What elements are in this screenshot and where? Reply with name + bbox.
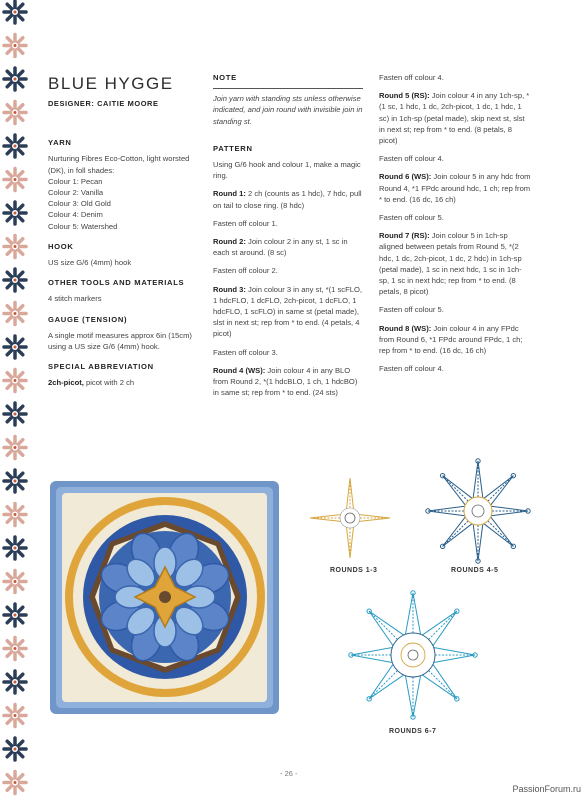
border-star-motif [4, 169, 26, 191]
fasten-off-1: Fasten off colour 1. [213, 218, 278, 228]
hook-heading: HOOK [48, 241, 74, 251]
column-1 [48, 74, 196, 389]
fasten-off-4b: Fasten off colour 4. [379, 154, 444, 164]
page-number: - 26 - [280, 769, 298, 778]
diagram-rounds-1-3 [305, 472, 395, 564]
round-4-text: Join colour 4 in any BLO from Round 2, *(1 hdcBLO, 1 ch, 1 hdcBO) in same st; rep from * to end. (24 sts) [213, 365, 358, 398]
yarn-colour-5: Colour 5: Watershed [48, 221, 118, 231]
decorative-tile-border [0, 0, 34, 800]
round-3-label: Round 3: [213, 284, 246, 294]
border-star-motif [4, 504, 26, 526]
label-rounds-1-3: ROUNDS 1-3 [330, 567, 378, 574]
fasten-off-4a: Fasten off colour 4. [379, 73, 444, 82]
border-star-motif [4, 269, 26, 291]
border-star-motif [4, 437, 26, 459]
round-6-label: Round 6 (WS): [379, 172, 432, 182]
border-star-motif [4, 135, 26, 157]
fasten-off-5b: Fasten off colour 5. [379, 305, 444, 315]
border-star-motif [4, 68, 26, 90]
round-2-label: Round 2: [213, 237, 246, 247]
round-8-label: Round 8 (WS): [379, 323, 432, 333]
border-star-motif [4, 303, 26, 325]
stitch-stem-symbol [369, 611, 397, 639]
round-6 [379, 171, 531, 205]
note-heading: NOTE [213, 73, 237, 82]
stitch-stem-symbol [488, 476, 513, 501]
border-star-motif [4, 370, 26, 392]
note-divider [213, 88, 363, 89]
round-3 [213, 284, 365, 340]
border-star-motif [4, 236, 26, 258]
border-star-motif [4, 705, 26, 727]
round-5 [379, 90, 531, 146]
round-8-text: Join colour 4 in any FPdc from Round 6, *1 FPdc around FPdc, 1 ch; rep from * to end. (16 dc, 16 ch) [379, 323, 523, 356]
border-star-motif [4, 738, 26, 760]
fasten-off-5a: Fasten off colour 5. [379, 213, 444, 223]
round-8 [379, 323, 531, 357]
stitch-stem-symbol [443, 476, 468, 501]
border-star-motif [4, 537, 26, 559]
border-star-motif [4, 202, 26, 224]
border-star-motif [4, 671, 26, 693]
label-rounds-4-5: ROUNDS 4-5 [451, 567, 499, 574]
yarn-heading: YARN [48, 138, 72, 148]
border-star-motif [4, 604, 26, 626]
round-3-text: Join colour 3 in any st, *(1 scFLO, 1 hdcFLO, 1 dcFLO, 2ch-picot, 1 dcFLO, 1 hdcFLO, 1 scFLO) in same st (petal made), slst in next st; rep from * to end. (4 petals, 4 picot) [213, 284, 362, 339]
round-1-text: 2 ch (counts as 1 hdc), 7 hdc, pull on tail to close ring. (8 hdc) [213, 189, 362, 210]
border-star-motif [4, 1, 26, 23]
tools-heading: OTHER TOOLS AND MATERIALS [48, 278, 185, 288]
border-star-motif [4, 772, 26, 794]
border-star-motif [4, 102, 26, 124]
pattern-intro: Using G/6 hook and colour 1, make a magic ring. [213, 160, 361, 181]
round-1-label: Round 1: [213, 189, 246, 199]
round-4-label: Round 4 (WS): [213, 365, 266, 375]
border-star-motif [4, 638, 26, 660]
round-1 [213, 188, 365, 210]
fasten-off-4c: Fasten off colour 4. [379, 364, 444, 374]
round-4 [213, 365, 365, 399]
border-star-motif [4, 336, 26, 358]
border-star-motif [4, 470, 26, 492]
gauge-text: A single motif measures approx 6in (15cm) using a US size G/6 (4mm) hook. [48, 330, 192, 352]
border-star-motif [4, 35, 26, 57]
border-star-motif [4, 571, 26, 593]
border-star-motif [4, 403, 26, 425]
yarn-colour-3: Colour 3: Old Gold [48, 199, 111, 209]
stitch-stem-symbol [429, 611, 457, 639]
yarn-colour-4: Colour 4: Denim [48, 210, 103, 220]
note-text: Join yarn with standing sts unless otherwise indicated, and join round with invisible join in standing st. [213, 94, 363, 126]
tools-text: 4 stitch markers [48, 294, 102, 304]
gauge-heading: GAUGE (TENSION) [48, 314, 128, 324]
stitch-stem-symbol [369, 671, 397, 699]
round-6-text: Join colour 5 in any hdc from Round 4, *1 FPdc around hdc, 1 ch; rep from * to end. (16 dc, 16 ch) [379, 172, 531, 204]
special-abbreviation-text [48, 377, 196, 388]
round-7-text: Join colour 5 in 1ch-sp aligned between petals from Round 5, *(2 hdc, 1 dc, 2ch-picot, 1 dc, 2 hdc) in 1ch-sp (petal made), 1 sc in next hdc, 1 sc in 1ch-sp, 1 sc in next hdc; rep from * to end. (8 petals, 8 picot) [379, 231, 522, 297]
stitch-stem-symbol [488, 521, 513, 546]
watermark-text: PassionForum.ru [512, 784, 581, 794]
designer-credit: DESIGNER: CAITIE MOORE [48, 99, 159, 108]
stitch-stem-symbol [429, 671, 457, 699]
yarn-description: Nurturing Fibres Eco-Cotton, light worsted (DK), in foll shades: [48, 154, 190, 175]
yarn-colour-2: Colour 2: Vanilla [48, 188, 104, 198]
special-abbreviation-heading: SPECIAL ABBREVIATION [48, 362, 154, 372]
round-2 [213, 236, 365, 258]
pattern-heading: PATTERN [213, 143, 253, 153]
fasten-off-2: Fasten off colour 2. [213, 266, 278, 276]
label-rounds-6-7: ROUNDS 6-7 [389, 728, 437, 735]
crochet-square-photo [48, 479, 281, 716]
abbreviation-term: 2ch-picot, [48, 378, 84, 388]
round-5-label: Round 5 (RS): [379, 91, 430, 101]
pattern-title: BLUE HYGGE [48, 74, 174, 93]
round-2-text: Join colour 2 in any st, 1 sc in each st around. (8 sc) [213, 237, 348, 258]
fasten-off-3: Fasten off colour 3. [213, 347, 278, 357]
round-7 [379, 230, 531, 297]
round-5-text: Join colour 4 in any 1ch-sp, *(1 sc, 1 hdc, 1 dc, 2ch-picot, 1 dc, 1 hdc, 1 sc) in 1ch-sp (petal made), skip next st, slst in next st; rep from * to end. (8 petals, 8 picot) [379, 91, 530, 146]
yarn-colour-1: Colour 1: Pecan [48, 176, 103, 186]
round-7-label: Round 7 (RS): [379, 231, 430, 241]
diagram-rounds-4-5 [418, 456, 538, 566]
column-2 [213, 72, 365, 405]
diagram-rounds-6-7 [347, 586, 479, 724]
stitch-stem-symbol [443, 521, 468, 546]
hook-text: US size G/6 (4mm) hook [48, 258, 132, 268]
abbreviation-definition: picot with 2 ch [83, 378, 135, 388]
column-3 [379, 72, 531, 381]
